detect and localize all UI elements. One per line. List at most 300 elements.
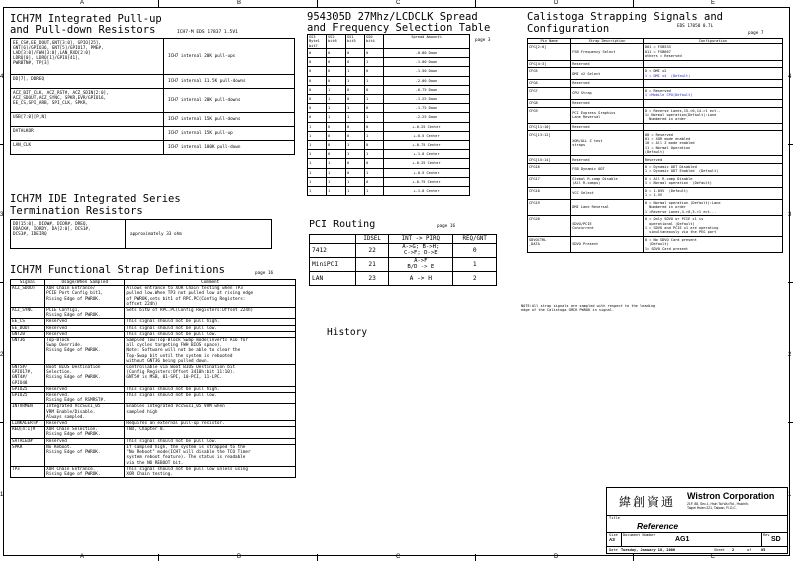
spread-table (307, 34, 470, 196)
strap-signal: EE_CS (11, 319, 45, 325)
strap-comment: This signal should not be pull high. (126, 319, 220, 325)
spread-cell: 0 (308, 76, 327, 85)
calistoga-pin: CFG[13:12] (528, 131, 571, 156)
strap-comment: This signal should not be pull low. (126, 393, 217, 399)
strap-comment: TBD, Chapter 8. (126, 427, 166, 433)
ide-title: ICH7M IDE Integrated Series (10, 193, 181, 205)
calistoga-config: 1 =Reverse Lanes,4->0,3->1 ect... (644, 209, 717, 214)
spread-cell: 1 (327, 104, 346, 113)
spread-header: SS1 bit5 (346, 35, 365, 49)
pullup-row (11, 39, 295, 75)
sheet-label: Sheet (714, 547, 725, 552)
calistoga-desc: Reserved (571, 156, 644, 164)
spread-page: page 3 (475, 38, 491, 43)
calistoga-desc: Reserved (571, 99, 644, 107)
spread-cell: 0 (308, 104, 327, 113)
strap-comment: This signal should not be pull low unless using (126, 466, 248, 472)
calistoga-config: 10 = All Z mode enabled (644, 141, 695, 146)
spread-cell: 0 (308, 58, 327, 67)
strap-comment: GNT5# is MSB, 01-SPI, 10-PCI, 11-LPC. (126, 375, 223, 381)
calistoga-config (645, 101, 781, 105)
strap-usage: Boot BIOS Destination (46, 365, 101, 371)
strap-signal: INTVRMEN (11, 404, 45, 421)
calistoga-tag: EDS 17050 0.7L (677, 24, 714, 29)
pci-title: PCI Routing (309, 219, 376, 230)
calistoga-config: 0 = All R-comp Disable (644, 177, 693, 182)
pci-header (310, 235, 356, 244)
spread-row (308, 168, 470, 177)
spread-cell: 1 (327, 94, 346, 103)
calistoga-config: 1 = SDVO and PCIE x1 are operating (644, 225, 719, 230)
strap-comment: Top-Swap bit until the system is rebooted (126, 353, 233, 359)
spread-cell: +-0.5 Center (384, 131, 470, 140)
spread-cell: 1 (365, 186, 384, 195)
strap-comment: Requires an external pull-up resistor. (126, 421, 225, 427)
strap-signal: GNT20 (11, 331, 45, 337)
spread-cell: 0 (327, 150, 346, 159)
spread-cell: 0 (327, 76, 346, 85)
strap-row (11, 466, 296, 477)
pullup-signal: USB[7:0][P,N] (13, 115, 47, 121)
spread-cell: 1 (346, 67, 365, 76)
strap-row (11, 404, 296, 421)
calistoga-desc: DMI x2 Select (571, 68, 644, 80)
strap-usage: Rising Edge of PWROK. (46, 471, 101, 477)
rev-value: SD (771, 536, 781, 543)
size-value: A3 (609, 537, 615, 542)
zone-col-top-2: C (396, 0, 401, 6)
strap-row (11, 365, 296, 387)
calistoga-config: operational (Default) (644, 221, 695, 226)
spread-cell: 0 (327, 67, 346, 76)
spread-cell: 0 (346, 131, 365, 140)
spread-cell: 0 (346, 94, 365, 103)
calistoga-pin: CFG19 (528, 199, 571, 215)
calistoga-row (528, 187, 783, 199)
pci-cell: A -> H (389, 272, 453, 286)
calistoga-config: 1 = Normal operation (Default) (644, 181, 712, 186)
pci-table (309, 234, 497, 286)
spread-cell: -2.25 Down (384, 113, 470, 122)
strap-comment: offset 224h) (126, 301, 158, 307)
spread-cell: +-0.75 Center (384, 177, 470, 186)
calistoga-desc: FSB Frequency Select (571, 44, 644, 60)
calistoga-desc: FSB Dynamic ODT (571, 163, 644, 175)
zone-col-bottom-2: C (396, 554, 401, 560)
calistoga-config: 1 = DMI x4 (Default) (644, 73, 691, 78)
strap-signal: GNT36 (11, 338, 45, 365)
strap-signal: REQ[4:1]# (11, 427, 45, 438)
pullup-signal: DD[7], DDREQ (13, 76, 45, 82)
spread-cell: 1 (308, 186, 327, 195)
doc-title: Reference (637, 521, 679, 531)
spread-row (308, 122, 470, 131)
pci-page: page 16 (437, 224, 456, 229)
strap-page: page 16 (255, 271, 274, 276)
calistoga-title-2: Configuration (527, 23, 610, 35)
calistoga-desc: SDVO/PCIE Concurrent (571, 216, 644, 237)
strap-usage: XOR Chain Selection. (46, 427, 98, 433)
strap-signal: ACZ_SYNC (11, 308, 45, 319)
calistoga-config: 11 = Normal Operation (644, 145, 691, 150)
strap-usage: Reserved. (46, 393, 70, 399)
strap-usage: Reserved (46, 421, 67, 427)
pullup-desc: ICH7 internal 100K pull-down (164, 141, 295, 155)
spread-cell: 1 (365, 150, 384, 159)
calistoga-config: (Default) (644, 242, 669, 247)
pullup-row (11, 141, 295, 155)
spread-cell: 1 (327, 85, 346, 94)
calistoga-config: Numbered in order (644, 205, 686, 210)
calistoga-pin: CFG[11:10] (528, 123, 571, 131)
strap-header: Comment (125, 280, 296, 286)
spread-cell: 0 (308, 67, 327, 76)
calistoga-row (528, 87, 783, 99)
strap-signal: GPIO25 (11, 393, 45, 404)
calistoga-desc: Reserved (571, 123, 644, 131)
spread-row (308, 58, 470, 67)
calistoga-config: 011 = FSB667 (644, 49, 671, 54)
pullup-title-2: and Pull-down Resistors (10, 24, 156, 36)
pullup-tag: ICH7-M EDS 17837 1.5V1 (177, 30, 238, 35)
strap-usage: Rising Edge of PWROK. (46, 313, 101, 319)
spread-cell: -1.75 Down (384, 104, 470, 113)
zone-col-bottom-3: D (554, 554, 559, 560)
title-block (606, 487, 788, 554)
spread-cell: 0 (365, 140, 384, 149)
spread-cell: 0 (346, 168, 365, 177)
calistoga-row (528, 107, 783, 123)
spread-row (308, 85, 470, 94)
pci-cell: MiniPCI (310, 258, 356, 272)
strap-usage: PCIE Config1, (46, 308, 80, 314)
strap-comment: XOR Chain testing. (126, 471, 173, 477)
calistoga-pin: SDVOCTRL _DATA (528, 236, 571, 252)
strap-comment: "No Reboot" mode(ICH7 will disable the TCO Timer (126, 450, 251, 456)
zone-col-top-1: B (237, 0, 242, 6)
pullup-signal: LAN_CLK (13, 143, 32, 149)
strap-signal: GNT5#/ GPIO17#, GNT4#/ GPIO48 (11, 365, 45, 387)
zone-row-left-2: 2 (0, 352, 4, 358)
title-label: Title (609, 516, 620, 520)
pci-header: REQ/GNT (453, 235, 497, 244)
pci-row (310, 272, 497, 286)
ide-title-2: Termination Resistors (10, 205, 143, 217)
strap-row (11, 393, 296, 404)
spread-cell: 1 (308, 177, 327, 186)
calistoga-desc: XOR/ALL Z test straps (571, 131, 644, 156)
calistoga-config (645, 81, 781, 85)
calistoga-config: simultaneously via the PEG port (644, 230, 717, 235)
spread-cell: 1 (346, 150, 365, 159)
calistoga-desc: DMI Lane Reversal (571, 199, 644, 215)
ide-signal-2: DDACK#, IORDY, DA[2:0], DCS1#, (13, 227, 91, 232)
pci-cell: 7412 (310, 244, 356, 258)
pullup-row (11, 88, 295, 113)
strap-usage: Reserved (46, 331, 67, 337)
strap-usage: Rising Edge of PWROK. (46, 348, 101, 354)
calistoga-config: Reserved (644, 157, 663, 162)
spread-cell: 1 (346, 186, 365, 195)
spread-cell: +-0.5 Center (384, 168, 470, 177)
spread-cell: 1 (365, 131, 384, 140)
strap-comment: This signal should not be pull low. (126, 325, 217, 331)
calistoga-config: 1 =Mobile CPU(Default) (644, 93, 693, 98)
spread-row (308, 76, 470, 85)
spread-cell: 0 (346, 48, 365, 57)
spread-cell: 0 (365, 48, 384, 57)
spread-cell: 1 (346, 76, 365, 85)
calistoga-row (528, 199, 783, 215)
spread-cell: 1 (308, 131, 327, 140)
zone-row-left-0: 4 (0, 74, 4, 80)
calistoga-desc: Reserved (571, 80, 644, 88)
strap-usage: Always sampled. (46, 414, 85, 420)
spread-cell: 0 (365, 159, 384, 168)
strap-usage: Rising Edge of PWROK. (46, 296, 101, 302)
size-label: Size (609, 533, 618, 537)
zone-row-right-1: 3 (788, 212, 792, 218)
zone-row-right-0: 4 (788, 74, 792, 80)
zone-row-right-3: 1 (788, 492, 792, 498)
ide-signal-1: DD[15:0], DIOW#, DIOR#, DREQ, (13, 222, 89, 227)
doc-number: AG1 (675, 536, 690, 543)
ide-signal-3: DCS3#, IDEIRQ (13, 232, 47, 237)
spread-row (308, 48, 470, 57)
spread-row (308, 186, 470, 195)
strap-comment: If sampled high, the system is strapped to the (126, 444, 246, 450)
pullup-signal: EE_CS,SPI_ARB, SPI_CLK, SPKR, (13, 100, 89, 106)
calistoga-config: 0 = Dynamic ODT Disabled (644, 165, 697, 170)
spread-row (308, 104, 470, 113)
spread-cell: 0 (308, 113, 327, 122)
calistoga-pin: CFG[2:0] (528, 44, 571, 60)
spread-cell: 1 (346, 113, 365, 122)
calistoga-pin: CFG[4:3] (528, 60, 571, 68)
zone-row-right-2: 2 (788, 352, 792, 358)
spread-row (308, 159, 470, 168)
strap-comment: all cycles targeting FWH BIOS space). (126, 343, 223, 349)
calistoga-config (645, 125, 781, 129)
calistoga-config: 0 = Reserved (644, 89, 671, 94)
pci-header: IDSEL (355, 235, 388, 244)
calistoga-row (528, 175, 783, 187)
strap-signal: SATALED# (11, 438, 45, 444)
pullup-desc: ICH7 internal 15K pull-up (164, 127, 295, 141)
calistoga-header: Strap Description (571, 39, 644, 44)
calistoga-pin: CFG8 (528, 99, 571, 107)
spread-row (308, 131, 470, 140)
spread-cell: 1 (365, 168, 384, 177)
pci-cell: 21 (355, 258, 388, 272)
pci-row (310, 258, 497, 272)
zone-col-bottom-4: E (711, 554, 716, 560)
strap-header: Usage/When Sampled (45, 280, 125, 286)
pullup-signal: DATALKOR (13, 129, 34, 135)
spread-cell: 1 (346, 104, 365, 113)
calistoga-desc: PCI Express Graphics Lane Reversal (571, 107, 644, 123)
calistoga-note: NOTE:All strap signals are sampled with respect to the leading edge of the Calistoga GMCH PWROK in signal. (521, 304, 656, 313)
ide-table (10, 219, 272, 249)
strap-usage: Rising Edge of PWROK. (46, 450, 101, 456)
spread-cell: -0.75 Down (384, 85, 470, 94)
calistoga-config: 1 = Dynamic ODT Enabled (Default) (644, 169, 719, 174)
spread-cell: 1 (327, 113, 346, 122)
strap-usage: Top-Block (46, 338, 70, 344)
calistoga-desc: Reserved (571, 60, 644, 68)
calistoga-config: Numbered in order (644, 117, 686, 122)
calistoga-header: Pin Name (528, 39, 571, 44)
strap-header: Signal (11, 280, 45, 286)
calistoga-row (528, 156, 783, 164)
calistoga-config: 0 = 1.05V (Default) (644, 189, 689, 194)
pci-cell: 2 (453, 272, 497, 286)
zone-col-top-4: E (711, 0, 716, 6)
spread-cell: 0 (327, 140, 346, 149)
calistoga-row (528, 60, 783, 68)
pullup-signal: LDRQ[0], LDRQ[1]/GPIO[41], (13, 56, 81, 61)
calistoga-desc: SDVO Present (571, 236, 644, 252)
strap-comment: Controllable via Boot BIOS Destination bit (126, 365, 236, 371)
pullup-desc: ICH7 internal 15K pull-downs (164, 113, 295, 127)
strap-usage: No Reboot. (46, 444, 73, 450)
pci-cell: 23 (355, 272, 388, 286)
strap-usage: Reserved (46, 325, 67, 331)
spread-cell: 1 (308, 122, 327, 131)
spread-title: 954305D 27Mhz/LCDCLK Spread (307, 11, 478, 23)
spread-cell: 1 (327, 177, 346, 186)
calistoga-config: 0 = Reverse Lanes,15->0,14->1 ect.. (644, 108, 721, 113)
spread-title-2: and Frequency Selection Table (307, 22, 491, 34)
spread-row (308, 113, 470, 122)
rev-label: Rev (763, 533, 770, 537)
calistoga-desc: VCC Select (571, 187, 644, 199)
strap-usage: Rising Edge of RSMRST#. (46, 398, 106, 404)
spread-row (308, 94, 470, 103)
pullup-desc: ICH7 internal 11.5K pull-downs (164, 74, 295, 88)
calistoga-pin: CFG5 (528, 68, 571, 80)
spread-cell: 0 (308, 85, 327, 94)
company-name: Wistron Corporation (687, 491, 775, 501)
pullup-row (11, 127, 295, 141)
spread-cell: 1 (308, 140, 327, 149)
calistoga-pin: CFG7 (528, 87, 571, 99)
logo: 緯創資通 (619, 495, 676, 509)
calistoga-desc: Global R-comp Disable (All R-comps) (571, 175, 644, 187)
calistoga-config: 0 = Only SDVO or PCIE x1 is (644, 217, 704, 222)
spread-row (308, 150, 470, 159)
pullup-signal: PWRBTN#, TP[3] (13, 61, 50, 66)
zone-col-top-3: D (554, 0, 559, 6)
strap-usage: Integrated VccSus1_05 (46, 404, 101, 410)
strap-usage: XOR Chain Entrance/ (46, 286, 96, 292)
calistoga-config: 00 = Reserved (644, 132, 673, 137)
calistoga-row (528, 216, 783, 237)
spread-cell: 1 (308, 159, 327, 168)
spread-cell: 0 (365, 85, 384, 94)
calistoga-config: 001 = FSB533 (644, 45, 671, 50)
calistoga-pin: CFG[15:14] (528, 156, 571, 164)
calistoga-config: 1= Normal operation(Default):Lane (644, 113, 717, 117)
calistoga-config (645, 62, 781, 66)
calistoga-config: others = Reserved (644, 54, 682, 59)
spread-cell: 1 (327, 168, 346, 177)
spread-cell: 0 (365, 122, 384, 131)
strap-signal: ACZ_SDOUT (11, 286, 45, 308)
spread-cell: 0 (346, 122, 365, 131)
calistoga-config: 0 = DMI x2 (644, 69, 667, 74)
pullup-desc: ICH7 internal 20K pull-downs (164, 88, 295, 113)
calistoga-pin: CFG20 (528, 216, 571, 237)
calistoga-row (528, 236, 783, 252)
pullup-table (10, 38, 295, 155)
calistoga-row (528, 131, 783, 156)
spread-row (308, 177, 470, 186)
pci-cell: 1 (453, 258, 497, 272)
strap-comment: system reboot feature). The status is readable (126, 455, 246, 461)
strap-comment: pulled low.When TP3 not pulled low at rising edge (126, 291, 254, 297)
spread-cell: 1 (365, 76, 384, 85)
pci-cell: 0 (453, 244, 497, 258)
strap-comment: This signal should not be pull high. (126, 386, 220, 392)
spread-cell: +-1.0 Center (384, 186, 470, 195)
spread-cell: -2.00 Down (384, 76, 470, 85)
calistoga-pin: CFG18 (528, 187, 571, 199)
calistoga-table (527, 38, 783, 253)
strap-usage: Reserved (46, 438, 67, 444)
spread-row (308, 67, 470, 76)
of-value: 85 (761, 547, 766, 552)
calistoga-row (528, 68, 783, 80)
pullup-signal: GNT[6]/GPIO36, GNT[5]/GPIO17, PME#, (13, 46, 104, 51)
calistoga-header: Configuration (643, 39, 782, 44)
calistoga-row (528, 99, 783, 107)
strap-comment: (Config Registers:Offset 3410h:bit 11:10). (126, 370, 236, 376)
spread-cell: 0 (308, 48, 327, 57)
pci-cell: 22 (355, 244, 388, 258)
calistoga-config: 1= SDVO Card present (644, 246, 689, 251)
strap-comment: Enables integrated VccSus1_05 VRM when (126, 404, 225, 410)
calistoga-row (528, 80, 783, 88)
spread-header: Spread Amount% (384, 35, 470, 49)
calistoga-row (528, 163, 783, 175)
spread-row (308, 140, 470, 149)
sheet-value: 2 (732, 547, 735, 552)
strap-usage: Reserved (46, 386, 67, 392)
of-label: of (747, 547, 752, 552)
spread-cell: -1.25 Down (384, 94, 470, 103)
spread-cell: 0 (346, 159, 365, 168)
strap-row (11, 338, 296, 365)
strap-comment: via the NO REBOOT bit. (126, 460, 184, 466)
spread-cell: 0 (327, 48, 346, 57)
spread-header: SS0 bit4 (365, 35, 384, 49)
strap-row (11, 444, 296, 466)
strap-signal: SPKR (11, 444, 45, 466)
ide-desc: approximately 33 ohm (126, 220, 272, 249)
spread-cell: 1 (365, 113, 384, 122)
calistoga-pin: CFG16 (528, 163, 571, 175)
calistoga-title: Calistoga Strapping Signals and (527, 11, 723, 23)
spread-cell: 1 (365, 94, 384, 103)
spread-cell: -0.80 Down (384, 48, 470, 57)
zone-col-bottom-0: A (80, 554, 85, 560)
calistoga-pin: CFG9 (528, 107, 571, 123)
strap-comment: of PWROK,sets bit1 of RPC.PC(Config Registers: (126, 296, 246, 302)
strap-signal: GPIO25 (11, 386, 45, 392)
strap-row (11, 286, 296, 308)
company-address: 21F, 88, Sec.1, Hsin Tai Wu Rd., Hsichih, Taipei Hsien 221, Taiwan, R.O.C. (687, 502, 749, 510)
